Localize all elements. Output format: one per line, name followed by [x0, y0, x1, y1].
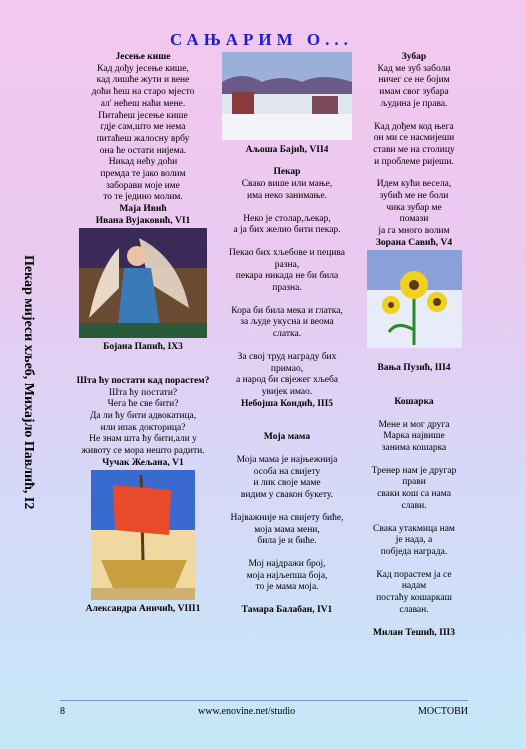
poem-line: а ја бих желио бити пекар. [233, 225, 341, 236]
poem-line: људина је права. [380, 98, 448, 109]
poem-line: пекара никада не би била [235, 271, 339, 282]
poem-line: сваки кош са нама [377, 489, 451, 500]
poem-line: увијек имао. [261, 386, 313, 397]
poem-line: Кора би била мека и глатка, [231, 305, 343, 316]
poem-line: она ће остати нијема. [99, 145, 187, 156]
poem-line: Никад нећу доћи [108, 157, 178, 168]
poem-line: Најважније на свијету биће, [230, 512, 344, 523]
poem-line: надам [401, 581, 427, 592]
poem-line: Кад ме зуб заболи [377, 63, 451, 74]
poem-line: Свака утакмица нам [373, 523, 455, 534]
poem-line: Моја мама је најњежнија [236, 455, 338, 466]
poem-author: Чучак Жељана, V1 [102, 457, 184, 468]
poem-line: има неко занимање. [247, 190, 327, 201]
poem-line: заборави моје име [106, 180, 180, 191]
poem-author: Милан Тешић, III3 [373, 627, 455, 638]
poem-line: ја га много волим [378, 226, 450, 237]
poem-line: Мене и мог друга [378, 419, 450, 430]
poem-line: разна, [274, 259, 300, 270]
poem-author: Маја Ивић [119, 204, 167, 215]
poem-line: чика зубар ме [386, 202, 442, 213]
poem-line: славан. [399, 604, 429, 615]
poem-line: Да ли ћу бити адвокатица, [89, 411, 197, 422]
poem-line: примао, [270, 363, 304, 374]
poem-line: Мој најдражи број, [248, 558, 326, 569]
magazine-name: МОСТОВИ [418, 706, 468, 717]
picture-caption: Александра Аничић, VIII1 [85, 604, 201, 615]
poem-title: Кошарка [394, 396, 434, 407]
poem-line: стави ме на столицу [373, 144, 455, 155]
picture-caption: Аљоша Бајић, VII4 [245, 144, 329, 155]
poem-body [72, 64, 214, 204]
page-footer [60, 700, 468, 723]
poem-line: он ми се насмијеши [373, 133, 455, 144]
poem-line: била је и биће. [257, 536, 317, 547]
poem-line: Кад дођем код њега [374, 121, 454, 132]
poem-line: питаћеш жалосну врбу [96, 133, 190, 144]
poem-line: кад лишће жути и вене [96, 75, 190, 86]
poem-line: или ипак докторица? [100, 422, 186, 433]
poem-author: Небојша Кондић, III5 [240, 398, 334, 409]
poem-line: је нада, а [395, 535, 433, 546]
poem-line: доћи ћеш на старо мјесто [91, 87, 195, 98]
poem-line: Марка највише [383, 431, 445, 442]
poem-title: Јесење кише [115, 52, 171, 62]
poem-line: а народ би свјежег хљеба [235, 375, 339, 386]
picture-caption: Вања Пузић, III4 [377, 363, 451, 374]
poem-line: прави [402, 477, 426, 488]
flowers-painting [367, 250, 462, 348]
poem-line: то те једино молим. [103, 192, 183, 203]
poem-line: Свако више или мање, [241, 179, 333, 190]
poem-line: Кад порастем ја се [376, 569, 452, 580]
poem-line: и лик своје маме [253, 478, 321, 489]
poem-line: празна. [272, 283, 302, 294]
poem-line: Идем кући весела, [376, 179, 452, 190]
poem-line: Не знам шта ћу бити,али у [89, 434, 197, 445]
column-left [72, 52, 214, 616]
column-middle [220, 52, 354, 617]
poem-line: слави. [401, 500, 427, 511]
poem-body [220, 455, 354, 594]
poem-line: особа на свијету [253, 466, 321, 477]
poem-line: и проблеме ријеши. [374, 156, 454, 167]
poem-title: Моја мама [263, 432, 311, 443]
poem-line: Пекао бих хљебове и пецива [229, 247, 345, 258]
poem-body [358, 420, 470, 617]
poem-line: занима кошарка [381, 443, 447, 454]
poem-line: ал' нећеш наћи мене. [100, 98, 186, 109]
poem-line: Питаћеш јесење кише [98, 110, 188, 121]
poem-line: зубић ме не боли [379, 191, 449, 202]
side-caption: Пекар мијеси хљеб, Михајло Павлић, I2 [21, 255, 36, 510]
poem-title: Пекар [273, 167, 301, 178]
poem-line: помази [399, 214, 429, 225]
website-url: www.enovine.net/studio [198, 706, 296, 717]
poem-line: моја мама мени, [254, 524, 320, 535]
poem-title: Зубар [401, 52, 427, 62]
poem-line: слатка. [272, 329, 302, 340]
poem-author: Тамара Балабан, IV1 [241, 605, 333, 616]
angel-painting [79, 228, 207, 338]
poem-line: имам свог зубара [379, 87, 449, 98]
poem-line: Кад дођу јесење кише, [97, 63, 189, 74]
picture-caption: Ивана Вујаковић, VI1 [95, 215, 191, 226]
poem-line: постаћу кошаркаш [376, 593, 452, 604]
poem-line: моја најљепша боја, [246, 570, 328, 581]
poem-line: Тренер нам је другар [371, 465, 457, 476]
poem-body [72, 388, 214, 458]
poem-line: животу се мора нешто радити. [81, 446, 205, 457]
column-right [358, 52, 470, 639]
poem-body [220, 179, 354, 399]
picture-caption: Бојана Папић, IX3 [103, 342, 183, 353]
poem-line: Шта ћу постати? [108, 387, 178, 398]
page-title: САЊАРИМ О... [170, 30, 353, 49]
poem-line: то је мама моја. [255, 582, 319, 593]
poem-body [358, 64, 470, 238]
page-number: 8 [60, 706, 65, 717]
poem-line: гдје сам,што ме нема [100, 122, 186, 133]
poem-line: видим у свакон букету. [240, 490, 334, 501]
poem-line: побједа награда. [380, 546, 448, 557]
winter-landscape-painting [222, 52, 352, 140]
poem-line: ничег се не бојим [378, 75, 450, 86]
ship-painting [91, 470, 195, 600]
poem-author: Зорана Савић, V4 [375, 237, 453, 248]
poem-line: за људе укусна и веома [240, 317, 334, 328]
poem-title: Шта ћу постати кад порастем? [76, 375, 210, 386]
poem-line: Неко је столар,љекар, [243, 213, 331, 224]
poem-line: премда те јако волим [100, 169, 186, 180]
poem-line: За свој труд награду бих [237, 351, 337, 362]
poem-line: Чега ће све бити? [107, 399, 179, 410]
